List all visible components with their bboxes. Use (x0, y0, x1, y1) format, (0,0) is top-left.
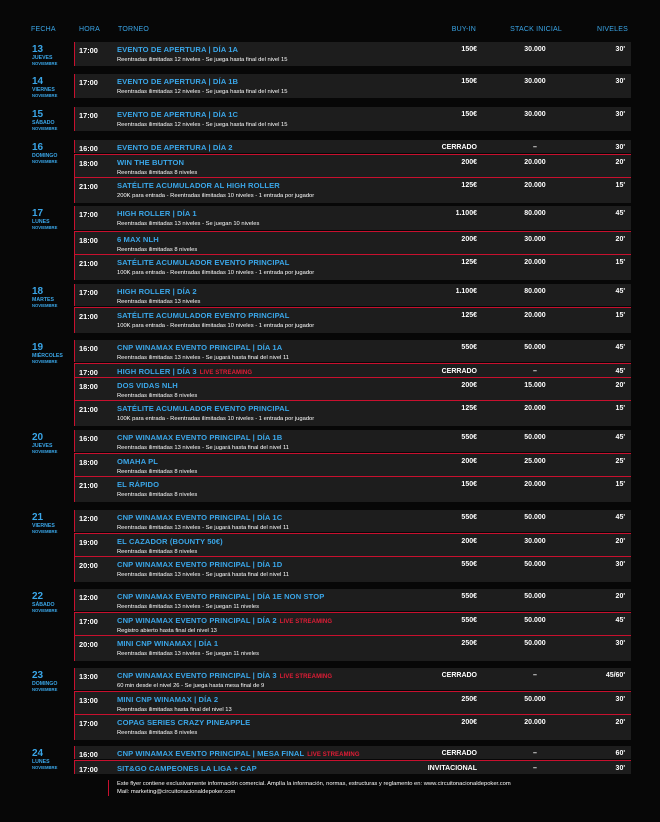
event-title-text: CNP WINAMAX EVENTO PRINCIPAL | DÍA 2 (117, 616, 277, 625)
event-row (74, 307, 631, 333)
event-time: 17:00 (79, 368, 98, 377)
header-niveles: NIVELES (597, 26, 628, 33)
day-weekday: MARTES (32, 297, 54, 303)
day-weekday: SÁBADO (32, 120, 55, 126)
event-title (117, 77, 238, 86)
event-title-text: MINI CNP WINAMAX | DÍA 1 (117, 639, 219, 648)
day-month: NOVIEMBRE (32, 687, 58, 692)
event-row (74, 691, 631, 714)
event-title-text: EVENTO DE APERTURA | DÍA 1C (117, 110, 239, 119)
event-buyin: CERRADO (441, 672, 477, 679)
event-row (74, 154, 631, 177)
event-details: Reentradas ilimitadas 13 niveles - Se juegan 10 niveles (117, 221, 260, 227)
event-details: Registro abierto hasta final del nivel 13 (117, 628, 217, 634)
event-buyin: 250€ (461, 696, 477, 703)
event-title-text: DOS VIDAS NLH (117, 381, 178, 390)
event-row (74, 231, 631, 254)
header-hora: HORA (79, 26, 101, 33)
live-streaming-badge: LIVE STREAMING (199, 370, 253, 376)
event-time: 21:00 (79, 182, 98, 191)
event-title-text: CNP WINAMAX EVENTO PRINCIPAL | DÍA 1C (117, 513, 283, 522)
event-niveles: 15' (615, 405, 625, 412)
event-title (117, 143, 233, 152)
event-row (74, 453, 631, 476)
event-row (74, 42, 631, 66)
event-title-text: CNP WINAMAX EVENTO PRINCIPAL | MESA FINAL (117, 749, 305, 758)
day-month: NOVIEMBRE (32, 93, 58, 98)
event-row (74, 140, 631, 153)
event-niveles: 15' (615, 182, 625, 189)
date-label (32, 513, 78, 534)
event-niveles: 30' (615, 78, 625, 85)
event-row (74, 177, 631, 203)
event-details: 200K para entrada - Reentradas ilimitadas 10 niveles - 1 entrada por jugador (117, 193, 315, 199)
event-details: Reentradas ilimitadas 8 niveles (117, 549, 198, 555)
event-niveles: 45' (615, 617, 625, 624)
event-title (117, 45, 238, 54)
event-row (74, 714, 631, 740)
day-number: 14 (32, 76, 44, 87)
event-details: Reentradas ilimitadas 8 niveles (117, 469, 198, 475)
event-title-text: SATÉLITE ACUMULADOR EVENTO PRINCIPAL (117, 258, 290, 267)
event-buyin: 550€ (461, 561, 477, 568)
event-niveles: 20' (615, 719, 625, 726)
event-niveles: 30' (615, 561, 625, 568)
event-title (117, 616, 332, 625)
event-row (74, 746, 631, 759)
day-weekday: MIÉRCOLES (32, 353, 63, 359)
event-row (74, 476, 631, 502)
header-torneo: TORNEO (118, 26, 150, 33)
day-month: NOVIEMBRE (32, 225, 58, 230)
event-title-text: MINI CNP WINAMAX | DÍA 2 (117, 695, 219, 704)
event-time: 17:00 (79, 765, 98, 774)
event-buyin: 125€ (461, 259, 477, 266)
date-label (32, 671, 78, 692)
event-buyin: 200€ (461, 538, 477, 545)
event-time: 18:00 (79, 382, 98, 391)
event-details: 100K para entrada - Reentradas ilimitadas 10 niveles - 1 entrada por jugador (117, 270, 315, 276)
event-title-text: HIGH ROLLER | DÍA 1 (117, 209, 197, 218)
day-month: NOVIEMBRE (32, 61, 58, 66)
event-details: Reentradas ilimitadas 8 niveles (117, 393, 198, 399)
day-month: NOVIEMBRE (32, 303, 58, 308)
event-row (74, 430, 631, 452)
event-title-text: SIT&GO CAMPEONES LA LIGA + CAP (117, 764, 257, 773)
event-row (74, 340, 631, 362)
event-niveles: 45' (615, 434, 625, 441)
event-title (117, 311, 290, 320)
day-number: 16 (32, 142, 44, 153)
event-niveles: 30' (615, 696, 625, 703)
event-buyin: 250€ (461, 640, 477, 647)
event-row (74, 612, 631, 635)
day-number: 15 (32, 109, 44, 120)
event-title (117, 381, 178, 390)
header-fecha: FECHA (31, 26, 56, 33)
day-month: NOVIEMBRE (32, 126, 58, 131)
event-buyin: 125€ (461, 405, 477, 412)
table-header (0, 26, 660, 38)
event-time: 13:00 (79, 672, 98, 681)
event-time: 17:00 (79, 46, 98, 55)
day-number: 20 (32, 432, 44, 443)
footer-disclaimer: Este flyer contiene exclusivamente información comercial. Amplía la información, normas, estructuras y reglamento en: www.circuitonacionaldepoker.com (117, 781, 511, 787)
event-title-text: CNP WINAMAX EVENTO PRINCIPAL | DÍA 1A (117, 343, 283, 352)
event-row (74, 74, 631, 98)
event-title (117, 433, 282, 442)
event-time: 17:00 (79, 111, 98, 120)
footer (108, 780, 511, 796)
event-stack: 30.000 (524, 46, 546, 53)
event-stack: 20.000 (524, 159, 546, 166)
event-title-text: CNP WINAMAX EVENTO PRINCIPAL | DÍA 3 (117, 671, 277, 680)
event-stack: 50.000 (524, 514, 546, 521)
event-title-text: CNP WINAMAX EVENTO PRINCIPAL | DÍA 1D (117, 560, 283, 569)
event-details: Reentradas ilimitadas 13 niveles - Se jugará hasta final del nivel 11 (117, 355, 289, 361)
event-stack: 20.000 (524, 259, 546, 266)
event-row (74, 254, 631, 280)
event-row (74, 206, 631, 230)
event-niveles: 25' (615, 458, 625, 465)
event-title-text: SATÉLITE ACUMULADOR EVENTO PRINCIPAL (117, 404, 290, 413)
event-stack: 30.000 (524, 236, 546, 243)
event-stack: 30.000 (524, 538, 546, 545)
event-buyin: 150€ (461, 46, 477, 53)
day-month: NOVIEMBRE (32, 529, 58, 534)
day-weekday: DOMINGO (32, 153, 58, 159)
event-stack: 30.000 (524, 111, 546, 118)
event-time: 19:00 (79, 538, 98, 547)
date-label (32, 287, 78, 308)
date-label (32, 110, 78, 131)
event-title (117, 639, 218, 648)
event-title (117, 343, 282, 352)
event-title (117, 764, 257, 773)
header-buyin: BUY-IN (451, 26, 476, 33)
date-label (32, 749, 78, 770)
event-title (117, 537, 223, 546)
event-details: Reentradas ilimitadas 13 niveles - Se juegan 11 niveles (117, 604, 259, 610)
day-number: 21 (32, 512, 44, 523)
event-time: 21:00 (79, 259, 98, 268)
event-title (117, 404, 290, 413)
event-buyin: CERRADO (441, 368, 477, 375)
event-niveles: 15' (615, 259, 625, 266)
date-label (32, 592, 78, 613)
event-niveles: 30' (615, 765, 625, 772)
event-row (74, 589, 631, 611)
date-label (32, 45, 78, 66)
event-row (74, 760, 631, 774)
event-time: 21:00 (79, 481, 98, 490)
event-title (117, 457, 158, 466)
event-title-text: OMAHA PL (117, 457, 159, 466)
live-streaming-badge: LIVE STREAMING (307, 752, 360, 758)
event-time: 17:00 (79, 78, 98, 87)
event-time: 16:00 (79, 144, 98, 153)
event-time: 13:00 (79, 696, 98, 705)
event-details: Reentradas ilimitadas 13 niveles (117, 299, 201, 305)
event-time: 21:00 (79, 312, 98, 321)
day-weekday: LUNES (32, 219, 50, 225)
event-row (74, 510, 631, 532)
day-number: 19 (32, 342, 44, 353)
event-buyin: 200€ (461, 236, 477, 243)
event-buyin: 125€ (461, 182, 477, 189)
event-row (74, 363, 631, 377)
event-niveles: 15' (615, 481, 625, 488)
event-title-text: EVENTO DE APERTURA | DÍA 1A (117, 45, 239, 54)
event-niveles: 45' (615, 514, 625, 521)
event-title (117, 749, 360, 758)
event-title-text: COPAG SERIES CRAZY PINEAPPLE (117, 718, 251, 727)
event-buyin: 1.100€ (455, 288, 477, 295)
event-details: Reentradas ilimitadas 8 niveles (117, 730, 198, 736)
event-row (74, 556, 631, 582)
day-weekday: VIERNES (32, 523, 55, 529)
event-niveles: 30' (615, 111, 625, 118)
event-title-text: EVENTO DE APERTURA | DÍA 1B (117, 77, 239, 86)
event-stack: 30.000 (524, 78, 546, 85)
event-stack: 20.000 (524, 182, 546, 189)
day-number: 13 (32, 44, 44, 55)
event-details: Reentradas ilimitadas 13 niveles - Se jugará hasta final del nivel 11 (117, 525, 289, 531)
event-stack: 20.000 (524, 481, 546, 488)
event-details: Reentradas ilimitadas 8 niveles (117, 170, 198, 176)
event-buyin: 200€ (461, 458, 477, 465)
event-row (74, 107, 631, 131)
event-stack: 50.000 (524, 696, 546, 703)
event-title (117, 110, 238, 119)
event-buyin: 550€ (461, 514, 477, 521)
date-label (32, 143, 78, 164)
event-niveles: 20' (615, 159, 625, 166)
event-details: 100K para entrada - Reentradas ilimitadas 10 niveles - 1 entrada por jugador (117, 323, 315, 329)
event-stack: – (533, 144, 537, 151)
event-row (74, 635, 631, 661)
event-row (74, 284, 631, 306)
day-number: 22 (32, 591, 44, 602)
event-details: 60 min desde el nivel 26 - Se juega hasta mesa final de 9 (117, 683, 265, 689)
event-row (74, 400, 631, 426)
event-buyin: 550€ (461, 434, 477, 441)
event-title-text: CNP WINAMAX EVENTO PRINCIPAL | DÍA 1E NON STOP (117, 592, 325, 601)
event-time: 20:00 (79, 561, 98, 570)
event-details: Reentradas ilimitadas 12 niveles - Se juega hasta final del nivel 15 (117, 122, 288, 128)
header-stack: STACK INICIAL (510, 26, 562, 33)
event-details: Reentradas ilimitadas 13 niveles - Se juegan 11 niveles (117, 651, 259, 657)
event-niveles: 20' (615, 593, 625, 600)
event-title (117, 258, 290, 267)
event-time: 21:00 (79, 405, 98, 414)
event-details: Reentradas ilimitadas 13 niveles - Se jugará hasta final del nivel 11 (117, 572, 289, 578)
event-stack: 80.000 (524, 210, 546, 217)
event-details: Reentradas ilimitadas 12 niveles - Se juega hasta final del nivel 15 (117, 89, 288, 95)
event-niveles: 30' (615, 640, 625, 647)
event-buyin: 550€ (461, 617, 477, 624)
date-label (32, 433, 78, 454)
event-title-text: EL CAZADOR (BOUNTY 50€) (117, 537, 223, 546)
event-stack: 15.000 (524, 382, 546, 389)
event-title (117, 480, 159, 489)
live-streaming-badge: LIVE STREAMING (279, 674, 333, 680)
event-stack: 20.000 (524, 312, 546, 319)
event-niveles: 45' (615, 368, 625, 375)
event-title (117, 592, 324, 601)
event-details: Reentradas ilimitadas hasta final del nivel 13 (117, 707, 232, 713)
event-time: 12:00 (79, 593, 98, 602)
day-weekday: LUNES (32, 759, 50, 765)
event-title (117, 695, 218, 704)
event-stack: 50.000 (524, 640, 546, 647)
event-niveles: 60' (615, 750, 625, 757)
event-row (74, 668, 631, 690)
event-niveles: 20' (615, 382, 625, 389)
event-buyin: 200€ (461, 382, 477, 389)
day-weekday: SÁBADO (32, 602, 55, 608)
event-details: Reentradas ilimitadas 8 niveles (117, 247, 198, 253)
event-details: Reentradas ilimitadas 8 niveles (117, 492, 198, 498)
event-time: 20:00 (79, 640, 98, 649)
day-month: NOVIEMBRE (32, 608, 58, 613)
event-title (117, 513, 282, 522)
event-stack: 50.000 (524, 344, 546, 351)
event-time: 16:00 (79, 434, 98, 443)
event-buyin: CERRADO (441, 144, 477, 151)
event-buyin: 150€ (461, 481, 477, 488)
day-month: NOVIEMBRE (32, 359, 58, 364)
event-time: 17:00 (79, 288, 98, 297)
event-title-text: HIGH ROLLER | DÍA 3 (117, 367, 197, 376)
event-stack: – (533, 672, 537, 679)
event-title (117, 158, 184, 167)
day-number: 23 (32, 670, 44, 681)
date-label (32, 343, 78, 364)
event-stack: – (533, 368, 537, 375)
event-row (74, 377, 631, 400)
event-stack: 50.000 (524, 434, 546, 441)
event-stack: 25.000 (524, 458, 546, 465)
event-buyin: 1.100€ (455, 210, 477, 217)
event-niveles: 45' (615, 288, 625, 295)
event-title (117, 560, 282, 569)
event-details: Reentradas ilimitadas 12 niveles - Se juega hasta final del nivel 15 (117, 57, 288, 63)
day-number: 24 (32, 748, 44, 759)
event-time: 17:00 (79, 210, 98, 219)
event-stack: 20.000 (524, 719, 546, 726)
date-label (32, 77, 78, 98)
event-buyin: 200€ (461, 719, 477, 726)
event-buyin: 125€ (461, 312, 477, 319)
event-buyin: 150€ (461, 111, 477, 118)
event-stack: – (533, 750, 537, 757)
event-row (74, 533, 631, 556)
event-stack: 50.000 (524, 617, 546, 624)
event-details: Reentradas ilimitadas 13 niveles - Se jugará hasta final del nivel 11 (117, 445, 289, 451)
day-month: NOVIEMBRE (32, 765, 58, 770)
event-stack: – (533, 765, 537, 772)
event-title (117, 181, 280, 190)
day-weekday: VIERNES (32, 87, 55, 93)
event-details: 100K para entrada - Reentradas ilimitadas 10 niveles - 1 entrada por jugador (117, 416, 315, 422)
day-month: NOVIEMBRE (32, 449, 58, 454)
day-weekday: DOMINGO (32, 681, 58, 687)
event-title-text: 6 MAX NLH (117, 235, 159, 244)
live-streaming-badge: LIVE STREAMING (279, 619, 333, 625)
event-time: 18:00 (79, 236, 98, 245)
event-buyin: INVITACIONAL (427, 765, 477, 772)
event-buyin: CERRADO (441, 750, 477, 757)
event-time: 17:00 (79, 719, 98, 728)
event-title (117, 718, 250, 727)
event-time: 18:00 (79, 458, 98, 467)
event-title-text: SATÉLITE ACUMULADOR AL HIGH ROLLER (117, 181, 280, 190)
event-niveles: 20' (615, 538, 625, 545)
event-time: 18:00 (79, 159, 98, 168)
event-title-text: EL RÁPIDO (117, 480, 160, 489)
event-buyin: 200€ (461, 159, 477, 166)
event-niveles: 30' (615, 46, 625, 53)
event-niveles: 45' (615, 344, 625, 351)
event-title-text: CNP WINAMAX EVENTO PRINCIPAL | DÍA 1B (117, 433, 283, 442)
footer-mail: Mail: marketing@circuitonacionaldepoker.com (117, 789, 236, 795)
event-buyin: 550€ (461, 344, 477, 351)
day-weekday: JUEVES (32, 55, 53, 61)
event-title (117, 671, 332, 680)
event-stack: 80.000 (524, 288, 546, 295)
event-time: 12:00 (79, 514, 98, 523)
day-weekday: JUEVES (32, 443, 53, 449)
event-buyin: 550€ (461, 593, 477, 600)
date-label (32, 209, 78, 230)
event-time: 17:00 (79, 617, 98, 626)
event-niveles: 15' (615, 312, 625, 319)
event-stack: 50.000 (524, 561, 546, 568)
event-stack: 50.000 (524, 593, 546, 600)
event-title-text: HIGH ROLLER | DÍA 2 (117, 287, 197, 296)
event-title-text: SATÉLITE ACUMULADOR EVENTO PRINCIPAL (117, 311, 290, 320)
event-title (117, 235, 159, 244)
event-stack: 20.000 (524, 405, 546, 412)
day-number: 17 (32, 208, 44, 219)
event-title-text: EVENTO DE APERTURA | DÍA 2 (117, 143, 233, 152)
event-buyin: 150€ (461, 78, 477, 85)
event-niveles: 45/60' (605, 672, 625, 679)
event-niveles: 20' (615, 236, 625, 243)
event-time: 16:00 (79, 344, 98, 353)
event-title-text: WIN THE BUTTON (117, 158, 185, 167)
event-title (117, 209, 197, 218)
day-month: NOVIEMBRE (32, 159, 58, 164)
event-time: 16:00 (79, 750, 98, 759)
event-niveles: 45' (615, 210, 625, 217)
event-niveles: 30' (615, 144, 625, 151)
day-number: 18 (32, 286, 44, 297)
event-title (117, 287, 197, 296)
event-title (117, 367, 252, 376)
